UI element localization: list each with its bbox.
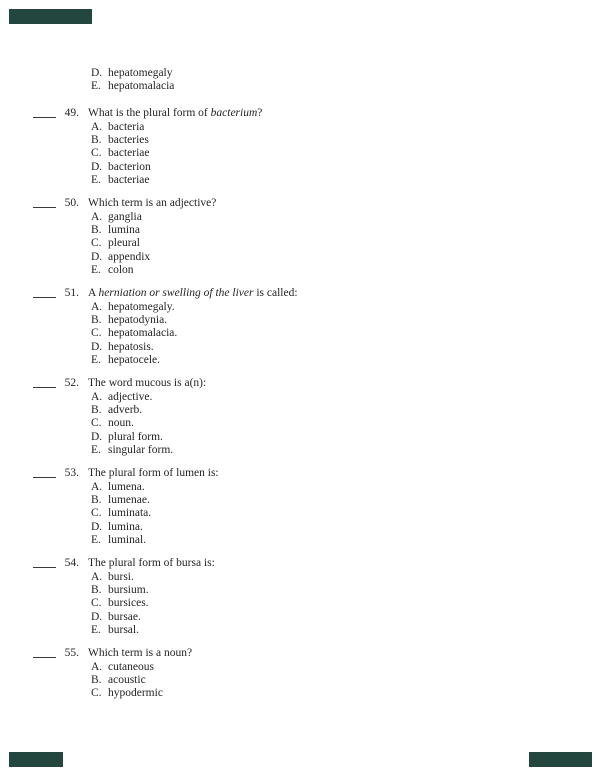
- option-row: [0, 147, 600, 160]
- option-row: [0, 161, 600, 174]
- option-letter: A.: [91, 660, 103, 673]
- option-row: [0, 481, 600, 494]
- question-text: [88, 376, 206, 391]
- option-text: colon: [108, 264, 134, 277]
- question-text: [88, 646, 192, 661]
- option-letter: E.: [91, 80, 101, 93]
- option-letter: E.: [91, 264, 101, 277]
- option-row: [0, 251, 600, 264]
- option-letter: B.: [91, 674, 102, 687]
- option-text: bacteriae: [108, 147, 150, 160]
- option-row: [0, 417, 600, 430]
- scan-artifact-top-left: [9, 9, 92, 24]
- question-text-pre: The plural form of bursa is:: [88, 557, 215, 569]
- option-letter: D.: [91, 430, 103, 443]
- question-text: [88, 466, 219, 481]
- option-text: adverb.: [108, 404, 143, 417]
- option-row: [0, 67, 600, 80]
- option-text: bursi.: [108, 570, 134, 583]
- answer-blank: [33, 557, 56, 568]
- option-row: [0, 534, 600, 547]
- answer-blank: [33, 197, 56, 208]
- option-row: [0, 354, 600, 367]
- option-row: [0, 521, 600, 534]
- option-text: bacteries: [108, 134, 149, 147]
- option-text: luminal.: [108, 534, 147, 547]
- question-text: [88, 286, 298, 301]
- question-text: [88, 106, 262, 121]
- answer-blank: [33, 647, 56, 658]
- option-row: [0, 687, 600, 700]
- option-text: singular form.: [108, 444, 174, 457]
- question-49: [0, 106, 600, 188]
- question-row: [0, 646, 600, 661]
- option-text: hepatomalacia: [108, 80, 175, 93]
- option-row: [0, 327, 600, 340]
- option-letter: C.: [91, 327, 102, 340]
- option-text: hepatomalacia.: [108, 327, 178, 340]
- option-row: [0, 624, 600, 637]
- option-row: [0, 571, 600, 584]
- option-text: lumina.: [108, 520, 143, 533]
- option-letter: C.: [91, 237, 102, 250]
- option-text: bursium.: [108, 584, 149, 597]
- option-text: hepatocele.: [108, 354, 161, 367]
- option-text: bursal.: [108, 624, 139, 637]
- question-text-italic: herniation or swelling of the liver: [98, 287, 254, 299]
- option-letter: B.: [91, 134, 102, 147]
- question-54: [0, 556, 600, 638]
- question-text-italic: bacterium: [210, 107, 258, 119]
- question-52: [0, 376, 600, 458]
- answer-blank: [33, 377, 56, 388]
- question-50: [0, 196, 600, 278]
- question-number: 55.: [64, 647, 79, 659]
- option-letter: A.: [91, 300, 103, 313]
- option-row: [0, 264, 600, 277]
- option-letter: D.: [91, 250, 103, 263]
- question-row: [0, 196, 600, 211]
- option-text: ganglia: [108, 210, 142, 223]
- option-letter: E.: [91, 444, 101, 457]
- option-letter: B.: [91, 494, 102, 507]
- question-number: 50.: [64, 197, 79, 209]
- question-text-pre: A: [88, 287, 99, 299]
- question-row: [0, 466, 600, 481]
- option-row: [0, 314, 600, 327]
- question-row: [0, 376, 600, 391]
- question-text-pre: What is the plural form of: [88, 107, 211, 119]
- option-letter: E.: [91, 534, 101, 547]
- option-letter: A.: [91, 390, 103, 403]
- option-text: cutaneous: [108, 660, 154, 673]
- option-text: hepatomegaly: [108, 67, 173, 79]
- option-letter: E.: [91, 174, 101, 187]
- option-text: bacterion: [108, 160, 151, 173]
- option-letter: D.: [91, 67, 103, 79]
- question-text-post: ?: [257, 107, 263, 119]
- option-letter: C.: [91, 597, 102, 610]
- option-text: hypodermic: [108, 687, 163, 700]
- option-letter: B.: [91, 224, 102, 237]
- question-55: [0, 646, 600, 701]
- scan-artifact-bottom-right: [529, 752, 592, 767]
- question-53: [0, 466, 600, 548]
- option-text: noun.: [108, 417, 134, 430]
- scan-artifact-bottom-left: [9, 752, 63, 767]
- option-letter: B.: [91, 314, 102, 327]
- option-row: [0, 661, 600, 674]
- question-text-pre: Which term is a noun?: [88, 647, 193, 659]
- option-letter: E.: [91, 624, 101, 637]
- option-row: [0, 80, 600, 93]
- option-text: acoustic: [108, 674, 146, 687]
- option-text: bacteriae: [108, 174, 150, 187]
- option-letter: A.: [91, 120, 103, 133]
- question-48-partial: [0, 67, 600, 94]
- option-letter: A.: [91, 480, 103, 493]
- question-text-pre: Which term is an adjective?: [88, 197, 217, 209]
- option-row: [0, 391, 600, 404]
- question-text: [88, 556, 215, 571]
- option-row: [0, 494, 600, 507]
- option-row: [0, 224, 600, 237]
- question-text-pre: The word mucous is a(n):: [88, 377, 207, 389]
- option-letter: C.: [91, 147, 102, 160]
- question-number: 54.: [64, 557, 79, 569]
- option-row: [0, 584, 600, 597]
- option-letter: D.: [91, 610, 103, 623]
- question-text-post: is called:: [253, 287, 298, 299]
- option-row: [0, 444, 600, 457]
- question-row: [0, 556, 600, 571]
- option-row: [0, 611, 600, 624]
- option-text: hepatomegaly.: [108, 300, 175, 313]
- question-text-pre: The plural form of lumen is:: [88, 467, 219, 479]
- option-letter: D.: [91, 340, 103, 353]
- option-text: appendix: [108, 250, 151, 263]
- option-text: adjective.: [108, 390, 153, 403]
- option-text: plural form.: [108, 430, 163, 443]
- option-letter: B.: [91, 584, 102, 597]
- question-text: [88, 196, 216, 211]
- question-51: [0, 286, 600, 368]
- question-number: 49.: [64, 107, 79, 119]
- option-letter: D.: [91, 160, 103, 173]
- question-row: [0, 106, 600, 121]
- option-text: hepatodynia.: [108, 314, 168, 327]
- option-text: bacteria: [108, 120, 145, 133]
- option-letter: A.: [91, 570, 103, 583]
- option-row: [0, 174, 600, 187]
- option-row: [0, 211, 600, 224]
- answer-blank: [33, 107, 56, 118]
- option-text: hepatosis.: [108, 340, 154, 353]
- option-row: [0, 121, 600, 134]
- option-text: luminata.: [108, 507, 152, 520]
- option-letter: E.: [91, 354, 101, 367]
- option-letter: D.: [91, 520, 103, 533]
- question-number: 52.: [64, 377, 79, 389]
- option-text: lumenae.: [108, 494, 150, 507]
- option-row: [0, 404, 600, 417]
- option-text: pleural: [108, 237, 140, 250]
- question-number: 53.: [64, 467, 79, 479]
- option-row: [0, 597, 600, 610]
- option-letter: C.: [91, 417, 102, 430]
- answer-blank: [33, 467, 56, 478]
- option-text: bursae.: [108, 610, 141, 623]
- option-text: lumina: [108, 224, 140, 237]
- option-row: [0, 507, 600, 520]
- option-letter: C.: [91, 507, 102, 520]
- option-row: [0, 431, 600, 444]
- question-number: 51.: [64, 287, 79, 299]
- option-letter: C.: [91, 687, 102, 700]
- option-letter: A.: [91, 210, 103, 223]
- option-text: bursices.: [108, 597, 149, 610]
- option-row: [0, 301, 600, 314]
- option-row: [0, 237, 600, 250]
- option-letter: B.: [91, 404, 102, 417]
- option-row: [0, 674, 600, 687]
- option-row: [0, 341, 600, 354]
- question-row: [0, 286, 600, 301]
- answer-blank: [33, 287, 56, 298]
- option-text: lumena.: [108, 480, 145, 493]
- option-row: [0, 134, 600, 147]
